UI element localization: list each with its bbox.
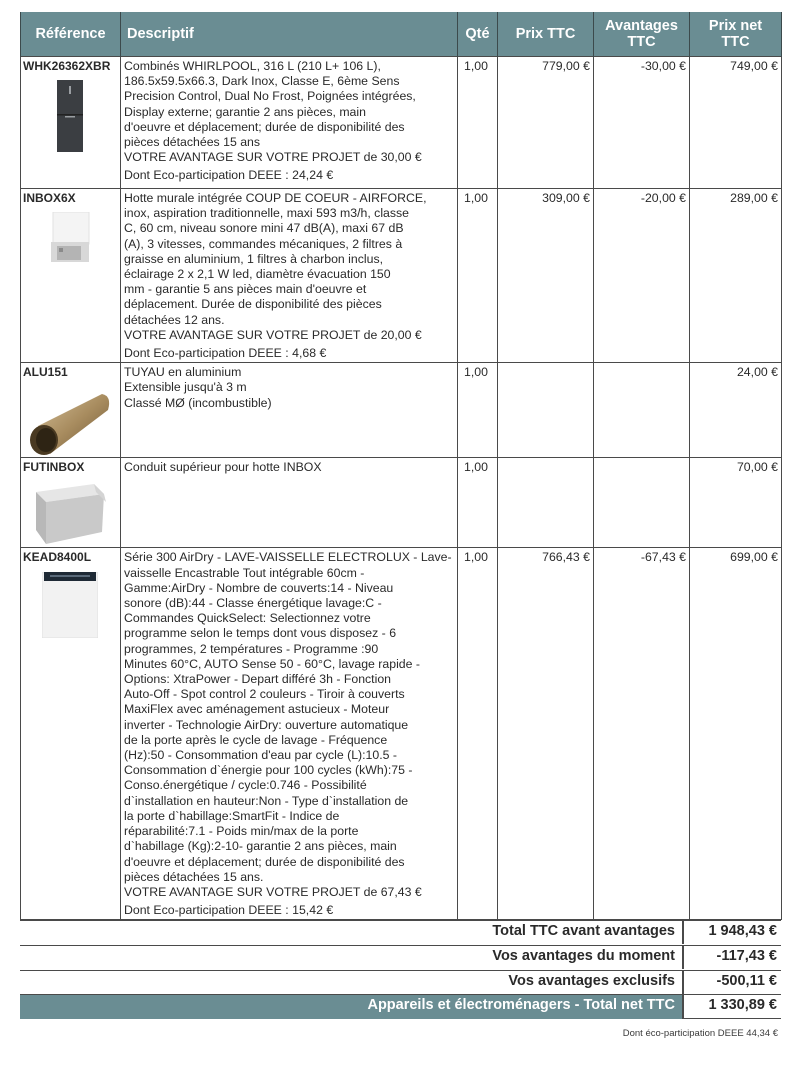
description-line: VOTRE AVANTAGE SUR VOTRE PROJET de 30,00 € <box>124 150 422 165</box>
table-header-row <box>21 12 782 57</box>
description-line: Consommation d`énergie pour 100 cycles (kWh):75 - <box>124 763 413 778</box>
total-value: 1 948,43 € <box>708 923 777 939</box>
description-line: Combinés WHIRLPOOL, 316 L (210 L+ 106 L), <box>124 59 381 73</box>
description-cell <box>121 189 458 363</box>
footer-eco-participation: Dont éco-participation DEEE 44,34 € <box>622 1028 778 1039</box>
description-line: sonore (dB):44 - Classe énergétique lavage:C - <box>124 596 382 611</box>
quote-table <box>20 12 782 920</box>
total-divider <box>682 995 684 1018</box>
net-price-cell: 699,00 € <box>690 548 782 920</box>
quantity-cell: 1,00 <box>458 57 498 189</box>
description-line: Precision Control, Dual No Frost, Poignées intégrées, <box>124 89 416 104</box>
quantity-cell: 1,00 <box>458 363 498 458</box>
description-line: C, 60 cm, niveau sonore mini 47 dB(A), maxi 67 dB <box>124 221 404 236</box>
total-label: Vos avantages exclusifs <box>508 973 675 989</box>
total-row <box>20 994 781 1019</box>
eco-participation: Dont Eco-participation DEEE : 24,24 € <box>124 168 334 183</box>
reference-code: ALU151 <box>23 365 68 380</box>
description-line: inox, aspiration traditionnelle, maxi 593 m3/h, classe <box>124 206 410 221</box>
reference-code: WHK26362XBR <box>23 59 111 73</box>
header-description: Descriptif <box>121 12 458 57</box>
reference-cell <box>21 548 121 920</box>
reference-cell <box>21 189 121 363</box>
table-row <box>21 363 782 458</box>
description-line: programme selon le temps dont vous disposez - 6 <box>124 626 397 641</box>
description-line: VOTRE AVANTAGE SUR VOTRE PROJET de 67,43 € <box>124 884 422 899</box>
description-line: Options: XtraPower - Depart différé 3h - Fonction <box>124 672 392 687</box>
header-net-price: Prix net TTC <box>690 12 782 57</box>
description-line: Commandes QuickSelect: Selectionnez votre <box>124 611 371 626</box>
description-line: Classé MØ (incombustible) <box>124 395 272 410</box>
aluminium-duct-image <box>23 386 117 456</box>
total-row <box>20 945 781 969</box>
description-cell <box>121 548 458 920</box>
description-line: Minutes 60°C, AUTO Sense 50 - 60°C, lavage rapide - <box>124 656 421 671</box>
description-line: réparabilité:7.1 - Poids min/max de la porte <box>124 824 359 839</box>
description-line: mm - garantie 5 ans pièces main d'oeuvre et <box>124 282 367 297</box>
total-divider <box>682 921 684 944</box>
table-row <box>21 189 782 363</box>
description-line: d`habillage (Kg):2-10- garantie 2 ans pièces, main <box>124 839 397 854</box>
advantage-cell <box>594 363 690 458</box>
table-row <box>21 57 782 189</box>
description-line: (A), 3 vitesses, commandes mécaniques, 2 filtres à <box>124 236 403 251</box>
table-row <box>21 458 782 548</box>
description-line: VOTRE AVANTAGE SUR VOTRE PROJET de 20,00 € <box>124 327 422 342</box>
description-line: de la porte après le cycle de lavage - Fréquence <box>124 732 388 747</box>
description-line: déplacement. Durée de disponibilité des pièces <box>124 297 382 312</box>
reference-code: FUTINBOX <box>23 460 85 475</box>
chimney-cover-image <box>23 482 117 546</box>
description-line: MaxiFlex avec aménagement astucieux - Moteur <box>124 702 390 717</box>
description-line: Gamme:AirDry - Nombre de couverts:14 - Niveau <box>124 580 394 595</box>
total-label: Total TTC avant avantages <box>492 923 675 939</box>
quantity-cell: 1,00 <box>458 548 498 920</box>
eco-participation: Dont Eco-participation DEEE : 4,68 € <box>124 346 327 361</box>
table-row <box>21 548 782 920</box>
description-line: la porte d`habillage:SmartFit - Indice de <box>124 808 340 823</box>
description-line: pièces détachées 15 ans <box>124 135 261 150</box>
price-cell <box>498 458 594 548</box>
quantity-cell: 1,00 <box>458 458 498 548</box>
description-line: Extensible jusqu'à 3 m <box>124 380 247 395</box>
fridge-image <box>23 80 117 152</box>
advantage-cell <box>594 458 690 548</box>
net-price-cell: 24,00 € <box>690 363 782 458</box>
total-row <box>20 920 781 944</box>
description-line: Hotte murale intégrée COUP DE COEUR - AIRFORCE, <box>124 191 427 205</box>
description-line: Display externe; garantie 2 ans pièces, main <box>124 104 366 119</box>
price-cell <box>498 363 594 458</box>
net-price-cell: 70,00 € <box>690 458 782 548</box>
reference-code: INBOX6X <box>23 191 76 205</box>
total-divider <box>682 946 684 969</box>
description-line: (Hz):50 - Consommation d'eau par cycle (L):10.5 - <box>124 748 397 763</box>
description-line: détachées 12 ans. <box>124 312 225 327</box>
description-line: Conduit supérieur pour hotte INBOX <box>124 460 322 475</box>
quantity-cell: 1,00 <box>458 189 498 363</box>
total-label: Appareils et électroménagers - Total net TTC <box>367 997 675 1013</box>
header-reference: Référence <box>21 12 121 57</box>
price-cell: 309,00 € <box>498 189 594 363</box>
advantage-cell: -30,00 € <box>594 57 690 189</box>
header-price: Prix TTC <box>498 12 594 57</box>
description-line: pièces détachées 15 ans. <box>124 869 264 884</box>
description-line: d'oeuvre et déplacement; durée de disponibilité des <box>124 854 405 869</box>
total-label: Vos avantages du moment <box>492 948 675 964</box>
description-line: TUYAU en aluminium <box>124 365 242 380</box>
price-cell: 779,00 € <box>498 57 594 189</box>
description-line: 186.5x59.5x66.3, Dark Inox, Classe E, 6ème Sens <box>124 74 400 89</box>
description-line: Série 300 AirDry - LAVE-VAISSELLE ELECTROLUX - Lave- <box>124 550 452 565</box>
description-line: graisse en aluminium, 1 filtres à charbon inclus, <box>124 251 384 266</box>
description-cell <box>121 458 458 548</box>
dishwasher-image <box>23 572 117 638</box>
description-line: d`installation en hauteur:Non - Type d`installation de <box>124 793 409 808</box>
description-line: Auto-Off - Spot control 2 couleurs - Tiroir à couverts <box>124 687 405 702</box>
eco-participation: Dont Eco-participation DEEE : 15,42 € <box>124 903 334 918</box>
advantage-cell: -20,00 € <box>594 189 690 363</box>
header-advantages: Avantages TTC <box>594 12 690 57</box>
net-price-cell: 749,00 € <box>690 57 782 189</box>
description-line: Conso.énergétique / cycle:0.746 - Possibilité <box>124 778 367 793</box>
reference-code: KEAD8400L <box>23 550 92 565</box>
total-row <box>20 970 781 994</box>
description-line: vaisselle Encastrable Tout intégrable 60cm - <box>124 565 365 580</box>
reference-cell <box>21 458 121 548</box>
total-divider <box>682 971 684 994</box>
reference-cell <box>21 363 121 458</box>
range-hood-image <box>23 212 117 264</box>
description-cell <box>121 363 458 458</box>
net-price-cell: 289,00 € <box>690 189 782 363</box>
total-value: 1 330,89 € <box>708 997 777 1013</box>
description-cell <box>121 57 458 189</box>
description-line: éclairage 2 x 2,1 W led, diamètre évacuation 150 <box>124 267 391 282</box>
description-line: inverter - Technologie AirDry: ouverture automatique <box>124 717 409 732</box>
advantage-cell: -67,43 € <box>594 548 690 920</box>
description-line: programmes, 2 températures - Programme :90 <box>124 641 379 656</box>
price-cell: 766,43 € <box>498 548 594 920</box>
header-qty: Qté <box>458 12 498 57</box>
description-line: d'oeuvre et déplacement; durée de disponibilité des <box>124 119 405 134</box>
reference-cell <box>21 57 121 189</box>
total-value: -500,11 € <box>716 973 777 989</box>
total-value: -117,43 € <box>716 948 777 964</box>
